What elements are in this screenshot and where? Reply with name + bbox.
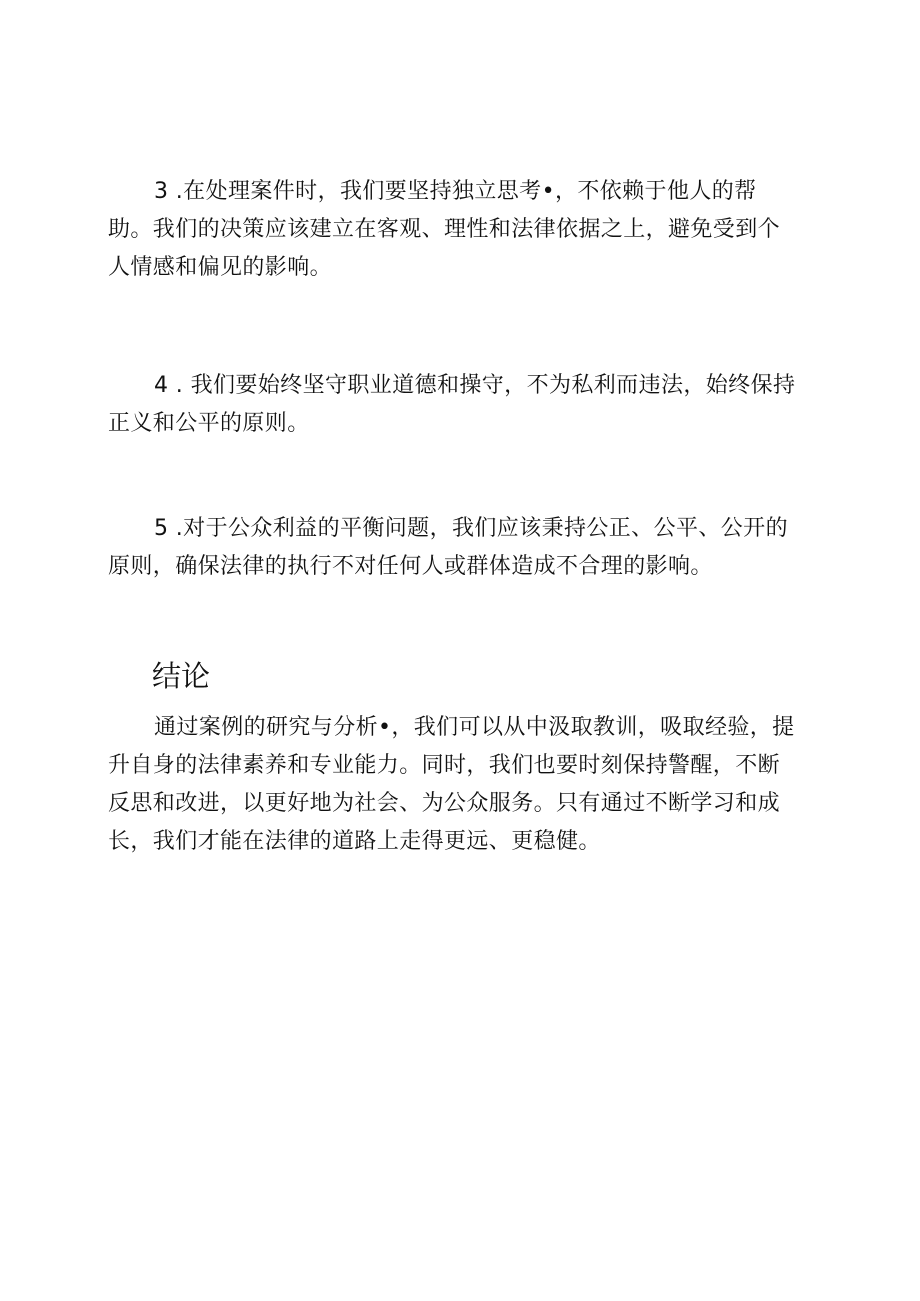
text-line: 升自身的法律素养和专业能力。同时，我们也要时刻保持警醒，不断 <box>108 753 781 778</box>
text-line: 3 .在处理案件时，我们要坚持独立思考•，不依赖于他人的帮 <box>154 179 757 204</box>
conclusion-paragraph <box>108 709 820 861</box>
text-line: 原则，确保法律的执行不对任何人或群体造成不合理的影响。 <box>108 554 713 579</box>
text-line: 反思和改进，以更好地为社会、为公众服务。只有通过不断学习和成 <box>108 791 781 816</box>
list-item-4 <box>108 367 820 443</box>
text-line: 通过案例的研究与分析•，我们可以从中汲取教训，吸取经验，提 <box>154 715 795 740</box>
section-heading-conclusion: 结论 <box>152 659 211 693</box>
text-line: 人情感和偏见的影响。 <box>108 255 333 280</box>
list-item-3 <box>108 173 820 287</box>
list-item-5 <box>108 510 820 586</box>
text-line: 助。我们的决策应该建立在客观、理性和法律依据之上，避免受到个 <box>108 217 781 242</box>
text-line: 5 .对于公众利益的平衡问题，我们应该秉持公正、公平、公开的 <box>154 516 788 541</box>
text-line: 4 . 我们要始终坚守职业道德和操守，不为私利而违法，始终保持 <box>154 373 796 398</box>
text-line: 正义和公平的原则。 <box>108 411 310 436</box>
text-line: 长，我们才能在法律的道路上走得更远、更稳健。 <box>108 829 601 854</box>
